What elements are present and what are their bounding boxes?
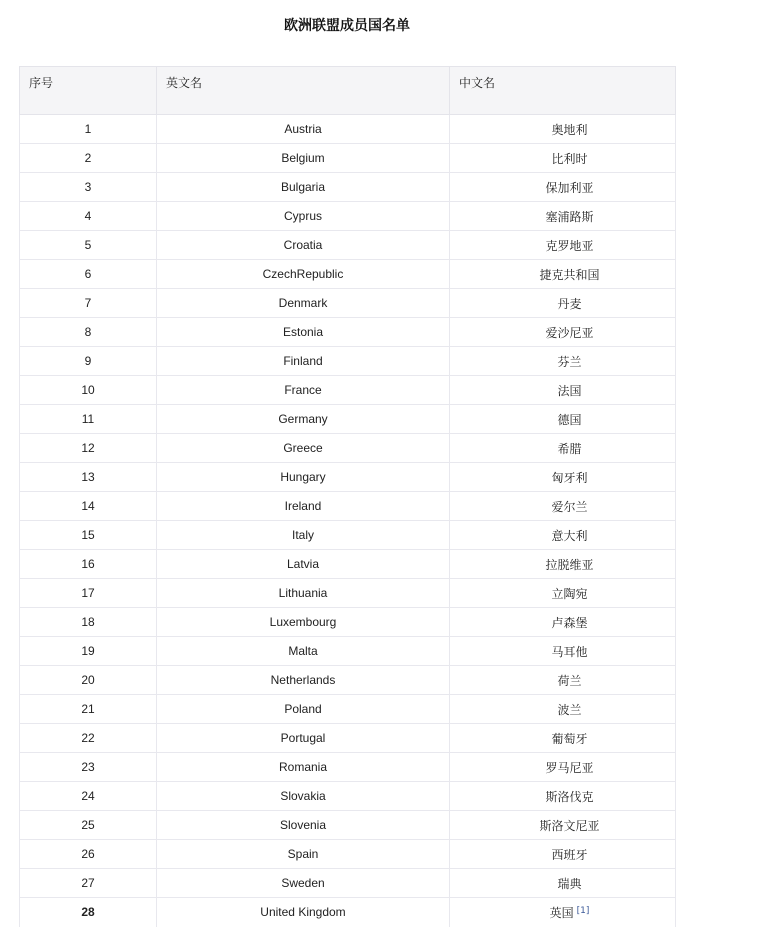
table-row xyxy=(20,811,676,840)
row-chinese-name: 葡萄牙 xyxy=(450,724,676,753)
table-row xyxy=(20,434,676,463)
row-chinese-name: 法国 xyxy=(450,376,676,405)
row-english-name: Germany xyxy=(157,405,450,434)
row-number: 22 xyxy=(20,724,157,753)
row-english-name: CzechRepublic xyxy=(157,260,450,289)
table-row xyxy=(20,724,676,753)
table-row xyxy=(20,318,676,347)
row-number: 14 xyxy=(20,492,157,521)
reference-link[interactable]: [1] xyxy=(576,905,590,916)
row-number: 17 xyxy=(20,579,157,608)
row-english-name: Luxembourg xyxy=(157,608,450,637)
row-chinese-name: 克罗地亚 xyxy=(450,231,676,260)
row-english-name: Cyprus xyxy=(157,202,450,231)
row-number: 28 xyxy=(20,898,157,927)
table-row xyxy=(20,289,676,318)
row-english-name: Ireland xyxy=(157,492,450,521)
row-number: 2 xyxy=(20,144,157,173)
row-chinese-name: 德国 xyxy=(450,405,676,434)
row-english-name: France xyxy=(157,376,450,405)
table-row xyxy=(20,637,676,666)
row-chinese-name: 丹麦 xyxy=(450,289,676,318)
row-chinese-name: 波兰 xyxy=(450,695,676,724)
row-chinese-name: 拉脱维亚 xyxy=(450,550,676,579)
row-chinese-name: 英国 xyxy=(549,905,574,920)
table-row xyxy=(20,115,676,144)
row-number: 1 xyxy=(20,115,157,144)
row-number: 20 xyxy=(20,666,157,695)
row-chinese-name: 保加利亚 xyxy=(450,173,676,202)
eu-members-table xyxy=(19,66,676,927)
row-english-name: Romania xyxy=(157,753,450,782)
row-chinese-name: 斯洛文尼亚 xyxy=(450,811,676,840)
table-row xyxy=(20,840,676,869)
table-row xyxy=(20,898,676,927)
table-row xyxy=(20,347,676,376)
row-chinese-name: 塞浦路斯 xyxy=(450,202,676,231)
row-chinese-name: 捷克共和国 xyxy=(450,260,676,289)
page-title: 欧洲联盟成员国名单 xyxy=(284,18,410,34)
header-chinese-name: 中文名 xyxy=(450,67,676,115)
row-english-name: Austria xyxy=(157,115,450,144)
row-english-name: Malta xyxy=(157,637,450,666)
row-english-name: Greece xyxy=(157,434,450,463)
row-english-name: Slovakia xyxy=(157,782,450,811)
row-english-name: Denmark xyxy=(157,289,450,318)
table-row xyxy=(20,753,676,782)
row-number: 18 xyxy=(20,608,157,637)
table-row xyxy=(20,579,676,608)
row-number: 19 xyxy=(20,637,157,666)
row-chinese-name: 马耳他 xyxy=(450,637,676,666)
row-english-name: Spain xyxy=(157,840,450,869)
table-row xyxy=(20,405,676,434)
row-english-name: Sweden xyxy=(157,869,450,898)
row-number: 21 xyxy=(20,695,157,724)
table-row xyxy=(20,260,676,289)
row-chinese-name: 爱尔兰 xyxy=(450,492,676,521)
row-english-name: Poland xyxy=(157,695,450,724)
row-english-name: Lithuania xyxy=(157,579,450,608)
row-english-name: Belgium xyxy=(157,144,450,173)
row-chinese-name: 意大利 xyxy=(450,521,676,550)
row-number: 3 xyxy=(20,173,157,202)
row-number: 16 xyxy=(20,550,157,579)
row-chinese-name: 匈牙利 xyxy=(450,463,676,492)
table-row xyxy=(20,492,676,521)
table-row xyxy=(20,463,676,492)
row-number: 23 xyxy=(20,753,157,782)
row-number: 26 xyxy=(20,840,157,869)
table-row xyxy=(20,521,676,550)
row-chinese-name: 芬兰 xyxy=(450,347,676,376)
table-row xyxy=(20,376,676,405)
table-header-row xyxy=(20,67,676,115)
row-english-name: Netherlands xyxy=(157,666,450,695)
row-english-name: Portugal xyxy=(157,724,450,753)
table-row xyxy=(20,202,676,231)
row-chinese-name: 荷兰 xyxy=(450,666,676,695)
row-number: 9 xyxy=(20,347,157,376)
table-row xyxy=(20,695,676,724)
header-english-name: 英文名 xyxy=(157,67,450,115)
row-chinese-name: 卢森堡 xyxy=(450,608,676,637)
row-english-name: Finland xyxy=(157,347,450,376)
row-chinese-name: 罗马尼亚 xyxy=(450,753,676,782)
row-chinese-name: 立陶宛 xyxy=(450,579,676,608)
row-number: 15 xyxy=(20,521,157,550)
table-row xyxy=(20,231,676,260)
table-row xyxy=(20,666,676,695)
row-number: 8 xyxy=(20,318,157,347)
row-chinese-name: 比利时 xyxy=(450,144,676,173)
row-number: 12 xyxy=(20,434,157,463)
table-row xyxy=(20,782,676,811)
row-chinese-name: 西班牙 xyxy=(450,840,676,869)
row-number: 24 xyxy=(20,782,157,811)
row-english-name: United Kingdom xyxy=(157,898,450,927)
row-chinese-name: 爱沙尼亚 xyxy=(450,318,676,347)
table-row xyxy=(20,144,676,173)
row-english-name: Slovenia xyxy=(157,811,450,840)
row-chinese-name-cell xyxy=(450,898,676,927)
table-row xyxy=(20,173,676,202)
table-row xyxy=(20,550,676,579)
row-chinese-name: 斯洛伐克 xyxy=(450,782,676,811)
row-number: 25 xyxy=(20,811,157,840)
row-chinese-name: 奥地利 xyxy=(450,115,676,144)
table-row xyxy=(20,608,676,637)
row-number: 7 xyxy=(20,289,157,318)
row-english-name: Croatia xyxy=(157,231,450,260)
row-english-name: Hungary xyxy=(157,463,450,492)
row-number: 27 xyxy=(20,869,157,898)
row-number: 10 xyxy=(20,376,157,405)
row-number: 5 xyxy=(20,231,157,260)
row-chinese-name: 瑞典 xyxy=(450,869,676,898)
table-row xyxy=(20,869,676,898)
row-number: 11 xyxy=(20,405,157,434)
row-chinese-name: 希腊 xyxy=(450,434,676,463)
header-number: 序号 xyxy=(20,67,157,115)
row-english-name: Italy xyxy=(157,521,450,550)
row-number: 4 xyxy=(20,202,157,231)
row-number: 13 xyxy=(20,463,157,492)
row-english-name: Latvia xyxy=(157,550,450,579)
row-english-name: Estonia xyxy=(157,318,450,347)
row-english-name: Bulgaria xyxy=(157,173,450,202)
row-number: 6 xyxy=(20,260,157,289)
